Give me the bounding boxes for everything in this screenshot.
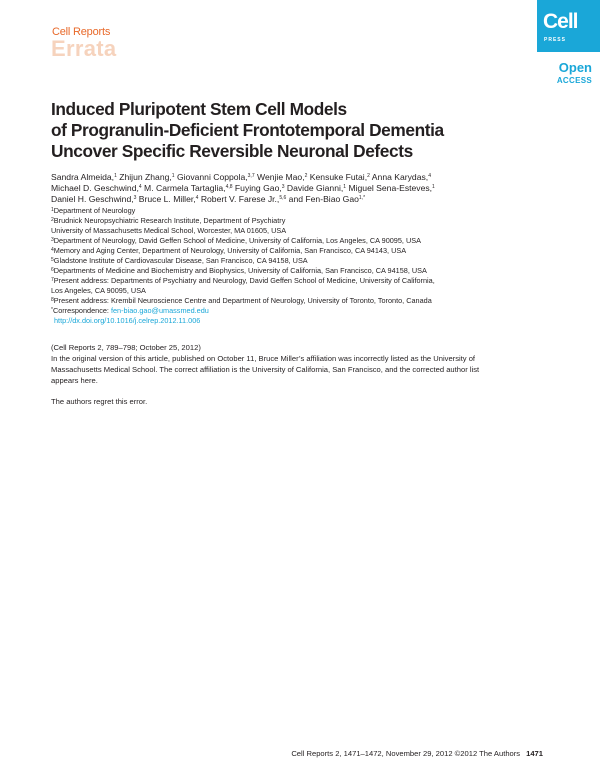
author-list [51,172,541,204]
journal-name: Cell Reports [52,26,111,38]
logo-press: PRESS [544,37,566,43]
cell-press-logo [537,0,600,52]
title-line: of Progranulin-Deficient Frontotemporal Dementia [51,120,444,140]
author-line [51,194,541,205]
author-name: Kensuke Futai, [307,172,368,182]
affiliation-line [51,206,551,216]
author-name: Michael D. Geschwind, [51,182,139,193]
author-name: Zhijun Zhang, [116,172,172,182]
body-line: appears here. [51,376,98,385]
affiliation-text: Los Angeles, CA 90095, USA [51,286,146,295]
author-name: Anna Karydas, [369,172,429,182]
affiliation-text: Department of Neurology [53,206,136,215]
title-line: Induced Pluripotent Stem Cell Models [51,99,347,119]
affiliation-marker: 6 [51,267,54,273]
author-affiliation-marker: 3,7 [247,173,255,179]
author-line [51,172,541,183]
affiliation-line [51,266,551,276]
affiliation-marker: 5 [51,257,54,263]
author-name: Giovanni Coppola, [174,172,248,182]
affiliation-line [51,246,551,256]
author-name: Daniel H. Geschwind, [51,193,134,204]
author-affiliation-marker: 1 [114,173,117,179]
open-access-sublabel: ACCESS [556,76,592,85]
affiliation-lines [51,206,551,306]
affiliation-text: Departments of Medicine and Biochemistry and Biophysics, University of California, San Francisco, CA 94158, USA [53,266,427,275]
affiliation-text: Gladstone Institute of Cardiovascular Disease, San Francisco, CA 94158, USA [53,256,308,265]
author-name: Fuying Gao, [232,182,282,193]
author-name: Davide Gianni, [284,182,344,193]
erratum-body [51,353,556,386]
author-name: Robert V. Farese Jr., [198,193,280,204]
affiliation-marker: 2 [51,217,54,223]
author-affiliation-marker: 3 [281,183,285,190]
affiliation-text: Present address: Krembil Neuroscience Centre and Department of Neurology, University of Toronto, Toronto, Canada [53,296,432,305]
author-affiliation-marker: 2 [304,173,308,179]
author-affiliation-marker: 2 [367,173,370,179]
author-affiliation-marker: 4 [428,173,431,179]
author-name: Miguel Sena-Esteves, [346,182,433,193]
author-affiliation-marker: 5,6 [279,194,287,201]
correspondence-label: Correspondence: [52,306,111,315]
affiliation-marker: 3 [51,237,54,243]
affiliation-line [51,216,551,226]
author-name: Bruce L. Miller, [136,193,196,204]
title-line: Uncover Specific Reversible Neuronal Defects [51,141,413,161]
body-line: Massachusetts Medical School. The correct affiliation is the University of California, San Francisco, and the corrected author list [51,365,480,374]
author-affiliation-marker: 4,8 [225,183,233,190]
affiliation-text: Brudnick Neuropsychiatric Research Institute, Department of Psychiatry [53,216,286,225]
author-name: Sandra Almeida, [51,172,115,182]
section-heading: Errata [51,36,117,61]
author-line [51,183,541,194]
open-access-label: Open [558,60,592,75]
affiliation-text: University of Massachusetts Medical School, Worcester, MA 01605, USA [51,226,287,235]
regret-statement: The authors regret this error. [51,397,148,406]
doi-link[interactable]: http://dx.doi.org/10.1016/j.celrep.2012.11.006 [54,316,201,325]
affiliation-line [51,226,551,236]
affiliation-list [51,206,551,326]
logo-word: Cell [543,10,578,33]
correspondence-marker: * [51,307,53,313]
affiliation-marker: 1 [51,207,54,213]
page-number: 1471 [526,749,543,758]
author-affiliation-marker: 1 [343,183,347,190]
correspondence-line [51,306,551,316]
page-footer [258,749,543,758]
author-affiliation-marker: 3 [133,194,137,201]
affiliation-marker: 4 [51,247,54,253]
affiliation-text: Present address: Departments of Psychiatry and Neurology, David Geffen School of Medicine, University of California, [53,276,435,285]
author-affiliation-marker: 1 [432,183,435,190]
footer-citation: Cell Reports 2, 1471–1472, November 29, 2012 ©2012 The Authors [291,749,521,758]
author-affiliation-marker: 1 [171,173,175,179]
affiliation-line [51,256,551,266]
author-affiliation-marker: 1,* [358,194,366,201]
affiliation-marker: 7 [51,277,54,283]
doi-line [51,316,551,326]
author-affiliation-marker: 4 [195,194,199,201]
article-title [51,99,531,162]
affiliation-text: Department of Neurology, David Geffen School of Medicine, University of California, Los Angeles, CA 90095, USA [53,236,421,245]
affiliation-line [51,286,551,296]
author-affiliation-marker: 4 [138,183,142,190]
affiliation-line [51,296,551,306]
affiliation-text: Memory and Aging Center, Department of Neurology, University of California, San Francisco, CA 94143, USA [53,246,407,255]
original-citation: (Cell Reports 2, 789–798; October 25, 2012) [51,343,201,352]
author-name: and Fen-Biao Gao [286,193,359,204]
email-link[interactable]: fen-biao.gao@umassmed.edu [110,306,209,315]
affiliation-line [51,236,551,246]
affiliation-line [51,276,551,286]
author-name: M. Carmela Tartaglia, [141,182,226,193]
body-line: In the original version of this article, published on October 11, Bruce Miller’s affiliation was incorrectly listed as the University of [51,354,476,363]
author-name: Wenjie Mao, [254,172,305,182]
affiliation-marker: 8 [51,297,54,303]
